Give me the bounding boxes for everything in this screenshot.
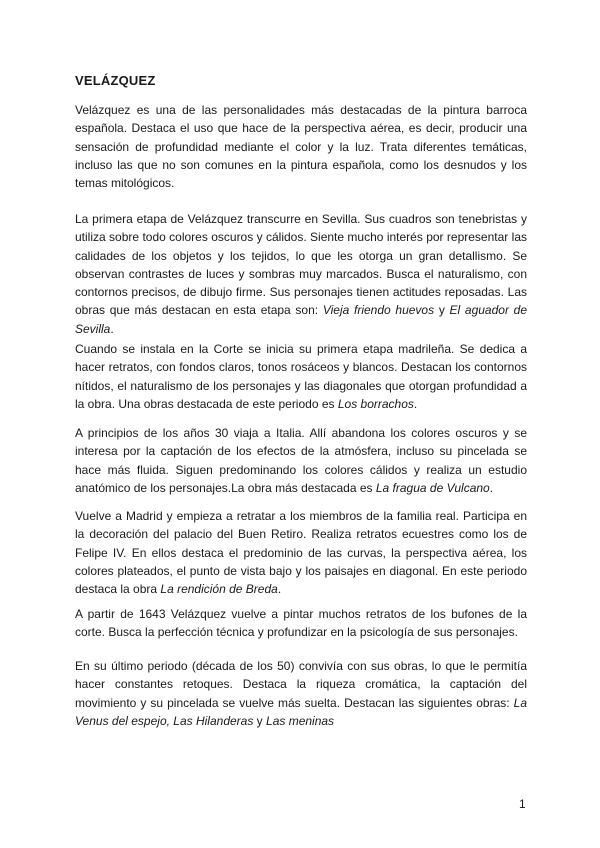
document-title: VELÁZQUEZ xyxy=(75,73,156,88)
text-run: . xyxy=(413,396,418,411)
artwork-title: La Venus del espejo, Las Hilanderas xyxy=(75,695,527,728)
paragraph-madrid-first xyxy=(75,340,527,413)
text-run: La primera etapa de Velázquez transcurre en Sevilla. Sus cuadros son tenebristas y utiliza sobre todo colores oscuros y cálidos. Siente mucho interés por representar las calidades de los objetos y los tejidos, lo que les otorga un gran detallismo. Se observan contrastes de luces y sombras muy marcados. Busca el naturalismo, con contornos precisos, de dibujo firme. Sus personajes tienen actitudes reposadas. Las obras que más destacan en esta etapa son: xyxy=(75,212,527,318)
text-run: Velázquez es una de las personalidades más destacadas de la pintura barroca española. Destaca el uso que hace de la perspectiva aérea, es decir, producir una sensación de profundidad mediante el color y la luz. Trata diferentes temáticas, incluso las que no son comunes en la pintura española, como los desnudos y los temas mitológicos. xyxy=(75,103,527,191)
artwork-title: Vieja friendo huevos xyxy=(322,303,435,318)
text-run: . xyxy=(277,582,282,597)
text-run: . xyxy=(489,480,494,495)
paragraph-last-period xyxy=(75,657,527,730)
text-run: y xyxy=(434,303,450,318)
artwork-title: La rendición de Breda xyxy=(160,582,278,597)
text-run: A partir de 1643 Velázquez vuelve a pintar muchos retratos de los bufones de la corte. Busca la perfección técnica y profundizar en la psicología de sus personajes. xyxy=(75,607,527,640)
paragraph-1643 xyxy=(75,605,527,642)
paragraph-intro xyxy=(75,101,527,192)
paragraph-sevilla xyxy=(75,210,527,338)
artwork-title: Los borrachos xyxy=(337,396,414,411)
artwork-title: El aguador de Sevilla xyxy=(75,303,528,336)
paragraph-madrid-return xyxy=(75,507,527,598)
text-run: y xyxy=(253,713,267,728)
text-run: A principios de los años 30 viaja a Italia. Allí abandona los colores oscuros y se interesa por la captación de los efectos de la atmósfera, incluso su pincelada se hace más fluida. Siguen predominando los colores cálidos y realiza un estudio anatómico de los personajes.La obra más destacada es xyxy=(75,426,527,495)
paragraph-italia xyxy=(75,424,527,497)
text-run: Vuelve a Madrid y empieza a retratar a los miembros de la familia real. Participa en la decoración del palacio del Buen Retiro. Realiza retratos ecuestres como los de Felipe IV. En ellos destaca el predominio de las curvas, la perspectiva aérea, los colores plateados, el punto de vista bajo y los paisajes en diagonal. En este periodo destaca la obra xyxy=(75,509,527,597)
page-number: 1 xyxy=(519,797,526,811)
text-run: Cuando se instala en la Corte se inicia su primera etapa madrileña. Se dedica a hacer retratos, con fondos claros, tonos rosáceos y blancos. Destacan los contornos nítidos, el naturalismo de los personajes y las diagonales que otorgan profundidad a la obra. Una obras destacada de este periodo es xyxy=(75,342,527,411)
artwork-title: La fragua de Vulcano xyxy=(375,480,490,495)
text-run: En su último periodo (década de los 50) convivía con sus obras, lo que le permitía hacer constantes retoques. Destaca la riqueza cromática, la captación del movimiento y su pincelada se vuelve más suelta. Destacan las siguientes obras: xyxy=(75,659,527,710)
artwork-title: Las meninas xyxy=(266,713,335,728)
text-run: . xyxy=(110,321,114,336)
